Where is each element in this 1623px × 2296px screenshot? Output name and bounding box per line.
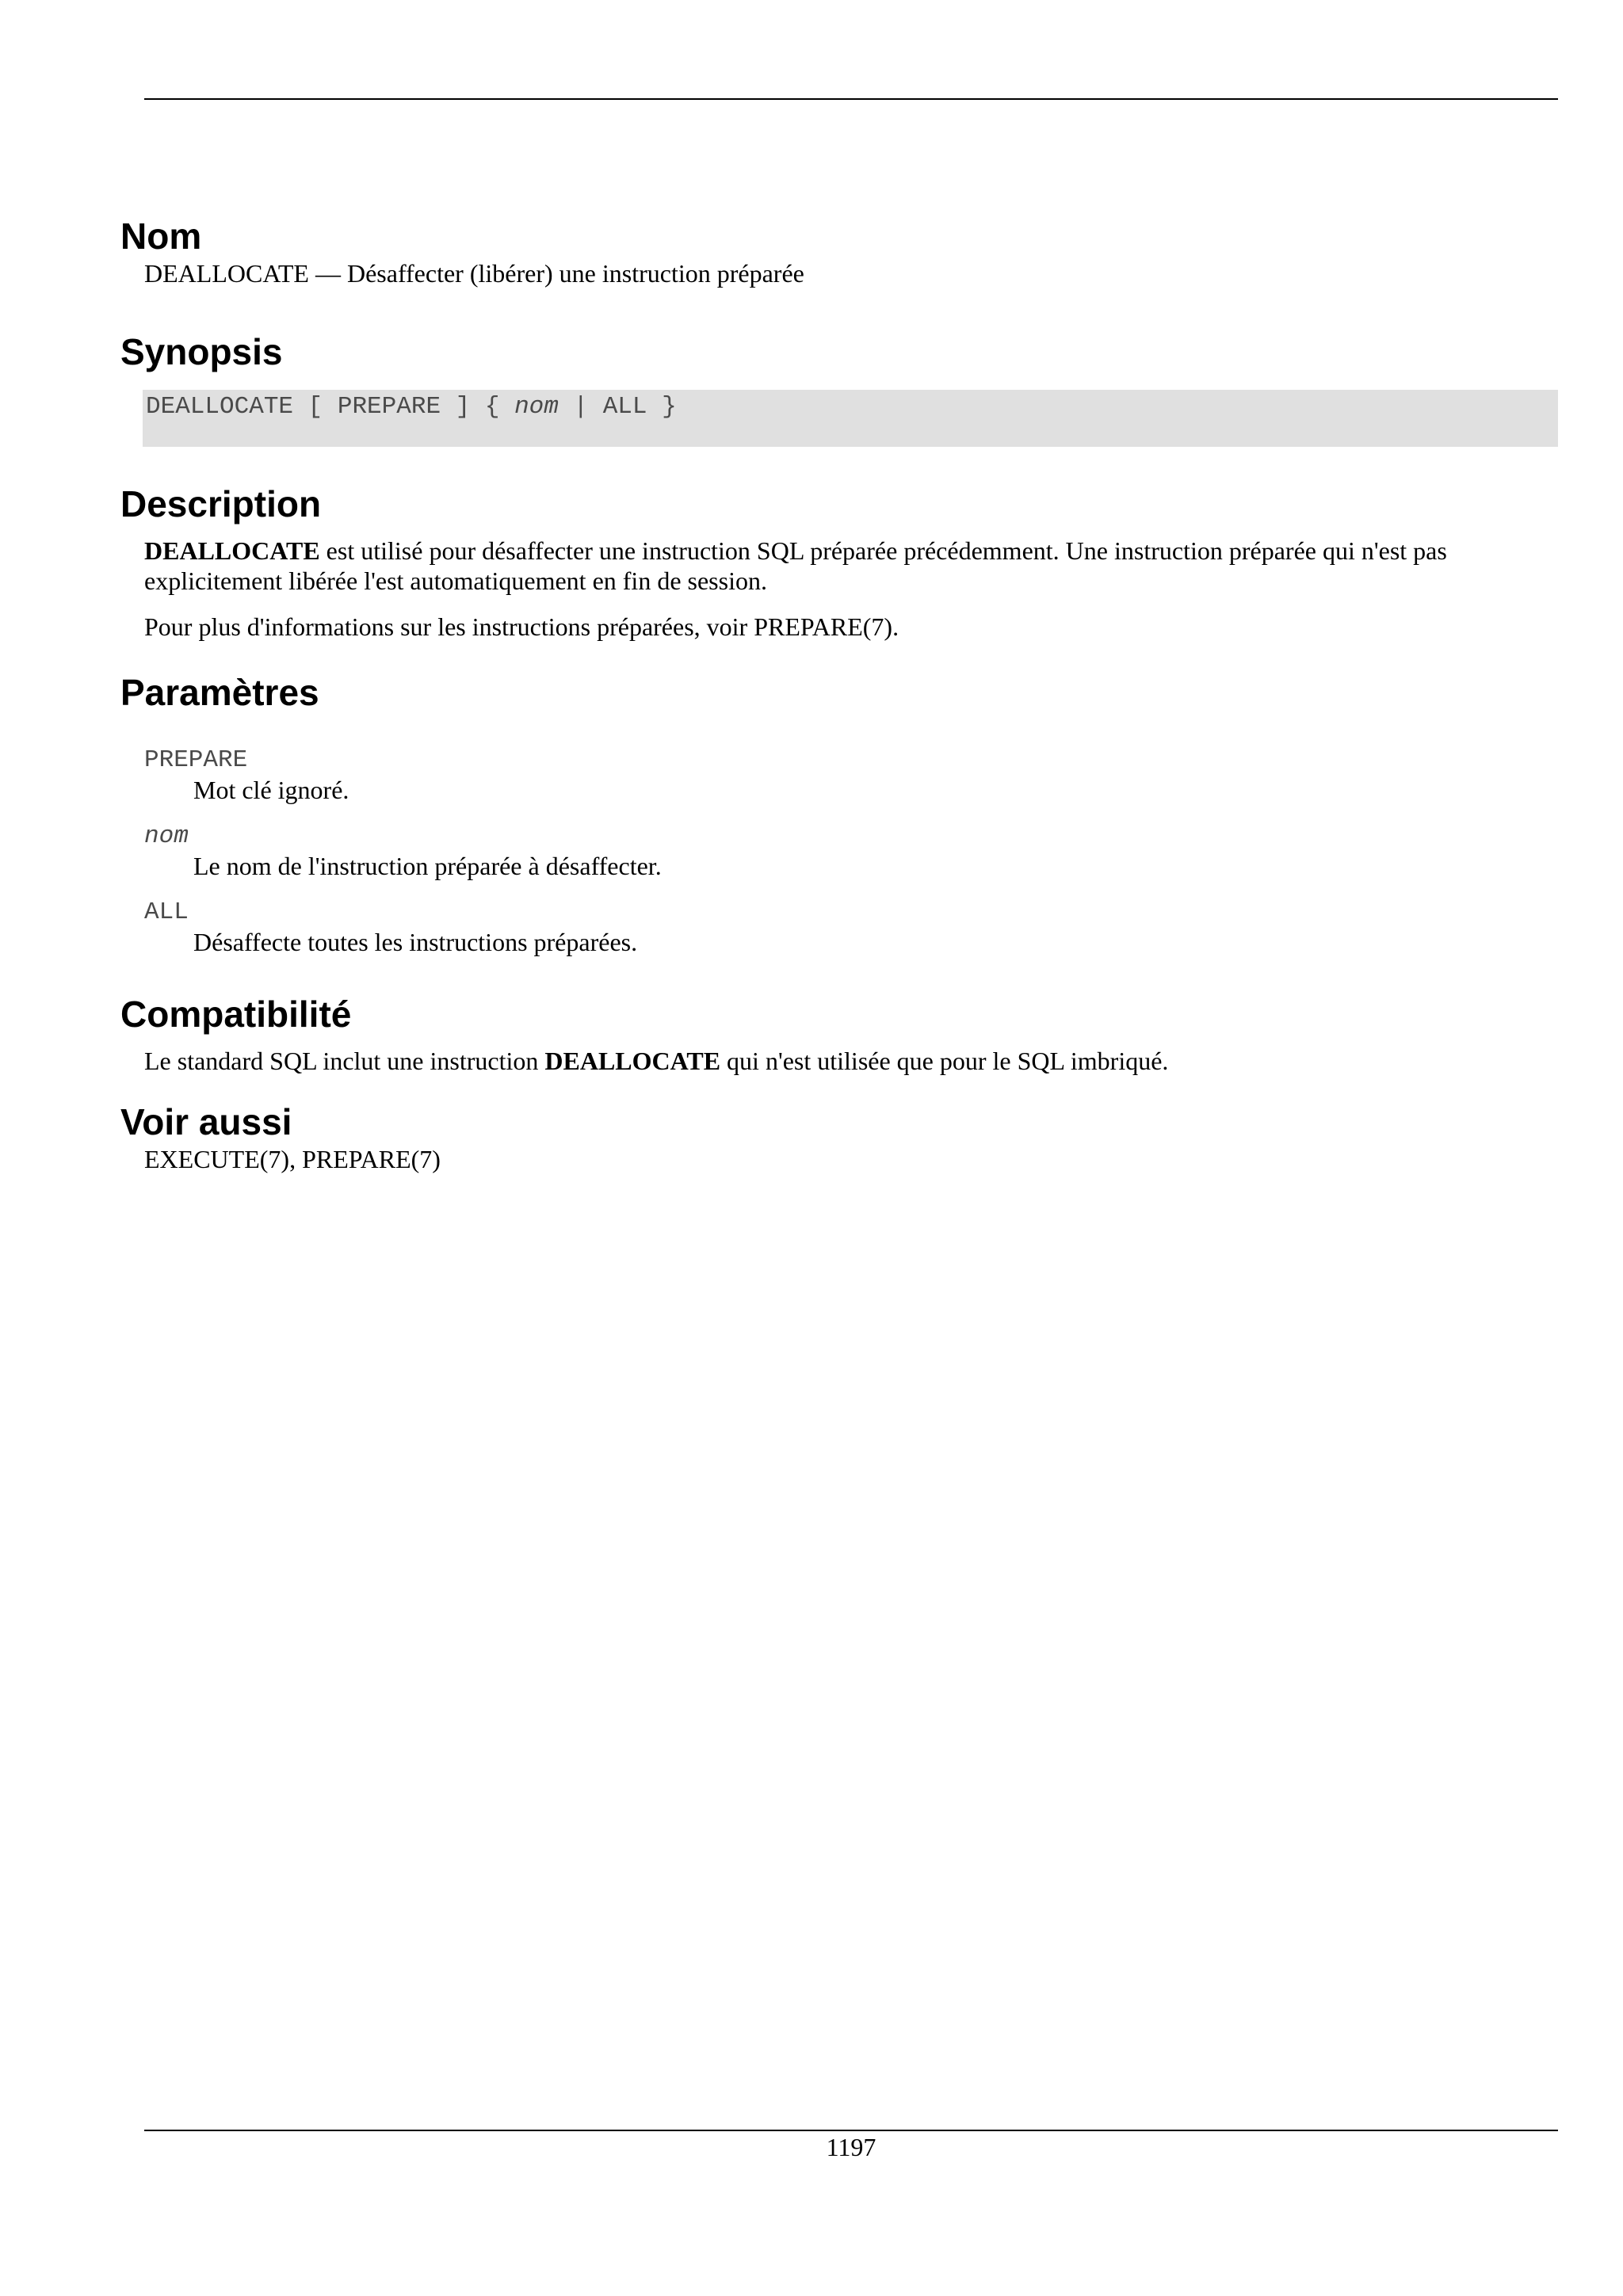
section-heading-description: Description bbox=[120, 483, 322, 524]
parameter-list bbox=[144, 746, 1558, 957]
compatibilite-text-before: Le standard SQL inclut une instruction bbox=[144, 1047, 545, 1075]
synopsis-code-param: nom bbox=[514, 393, 559, 421]
nom-text: DEALLOCATE — Désaffecter (libérer) une instruction préparée bbox=[144, 259, 804, 288]
section-voir-aussi bbox=[120, 1100, 1558, 1174]
compatibilite-text-after: qui n'est utilisée que pour le SQL imbriqué. bbox=[720, 1047, 1169, 1075]
description-paragraph-1-text: est utilisé pour désaffecter une instruction SQL préparée précédemment. Une instruction préparée qui n'est pas explicitement libérée l'est automatiquement en fin de session. bbox=[144, 536, 1447, 595]
section-heading-parametres: Paramètres bbox=[120, 672, 319, 713]
parameter-definition: Désaffecte toutes les instructions préparées. bbox=[193, 928, 638, 956]
page-number: 1197 bbox=[826, 2133, 876, 2161]
parameter-item-nom bbox=[144, 822, 1558, 881]
section-compatibilite bbox=[120, 992, 1558, 1076]
header-rule bbox=[144, 98, 1558, 100]
parameter-item-prepare bbox=[144, 746, 1558, 805]
section-heading-voir-aussi: Voir aussi bbox=[120, 1101, 292, 1142]
parameter-term: PREPARE bbox=[144, 746, 248, 774]
parameter-term: nom bbox=[144, 822, 189, 850]
description-paragraph-1 bbox=[144, 536, 1558, 596]
section-description bbox=[120, 482, 1558, 642]
parameter-item-all bbox=[144, 898, 1558, 957]
section-heading-nom: Nom bbox=[120, 215, 202, 257]
section-heading-synopsis: Synopsis bbox=[120, 331, 283, 372]
synopsis-code-suffix: | ALL } bbox=[558, 393, 677, 421]
compatibilite-text bbox=[144, 1046, 1558, 1076]
parameter-definition: Mot clé ignoré. bbox=[193, 776, 349, 804]
section-nom bbox=[120, 214, 1558, 288]
parameter-definition: Le nom de l'instruction préparée à désaffecter. bbox=[193, 852, 662, 880]
description-paragraph-2: Pour plus d'informations sur les instructions préparées, voir PREPARE(7). bbox=[144, 612, 899, 641]
parameter-term: ALL bbox=[144, 898, 189, 926]
compatibilite-command-name: DEALLOCATE bbox=[544, 1047, 721, 1075]
section-heading-compatibilite: Compatibilité bbox=[120, 994, 352, 1035]
synopsis-code-block bbox=[143, 390, 1558, 447]
description-command-name: DEALLOCATE bbox=[144, 536, 320, 565]
voir-aussi-links: EXECUTE(7), PREPARE(7) bbox=[144, 1145, 441, 1173]
section-synopsis bbox=[120, 330, 1558, 447]
section-parametres bbox=[120, 670, 1558, 957]
description-body bbox=[144, 536, 1558, 642]
synopsis-code-prefix: DEALLOCATE [ PREPARE ] { bbox=[146, 393, 515, 421]
page-content bbox=[120, 214, 1558, 1174]
